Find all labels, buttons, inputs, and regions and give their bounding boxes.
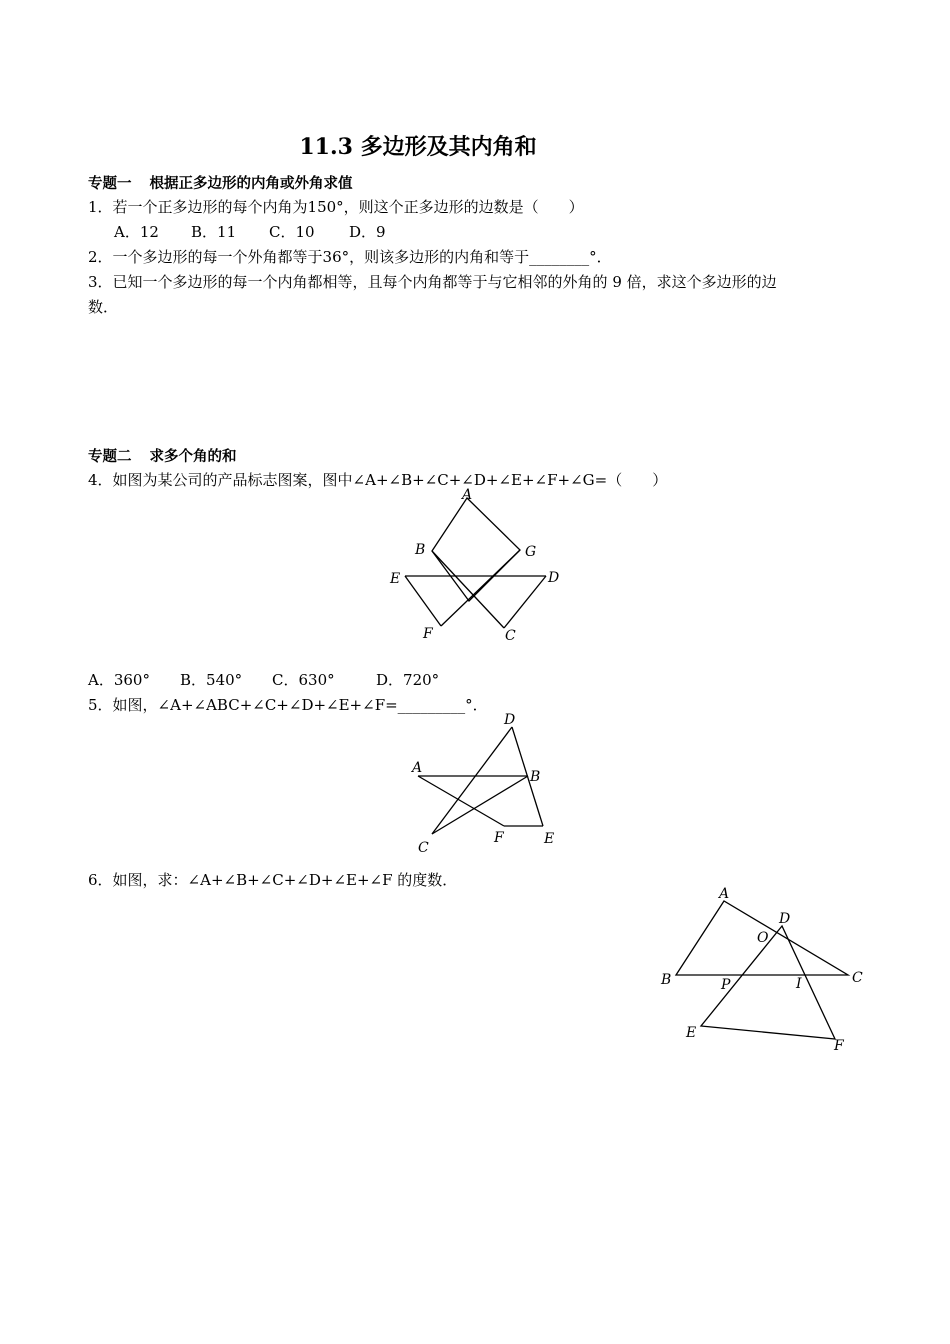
section-heading-2 xyxy=(88,445,237,466)
choice-a: A．12 xyxy=(114,223,159,241)
figure-q4 xyxy=(385,485,575,645)
figure-q4-segment-cb xyxy=(432,551,504,628)
choice-c: C．10 xyxy=(269,223,315,241)
label-i: I xyxy=(796,976,802,992)
question-4: 4．如图为某公司的产品标志图案，图中∠A+∠B+∠C+∠D+∠E+∠F+∠G=（ ） xyxy=(88,471,668,489)
choice-a: A．360° xyxy=(88,671,150,689)
choice-c: C．630° xyxy=(272,671,335,689)
label-o: O xyxy=(757,930,769,946)
label-c: C xyxy=(418,840,429,856)
label-a: A xyxy=(719,886,730,902)
choice-b: B．11 xyxy=(191,223,237,241)
label-a: A xyxy=(462,487,473,503)
label-e: E xyxy=(686,1025,697,1041)
label-p: P xyxy=(721,977,731,993)
figure-q4-segment-dc xyxy=(504,576,546,628)
choice-b: B．540° xyxy=(180,671,243,689)
section-label: 专题一 xyxy=(88,176,132,192)
question-6: 6．如图，求：∠A+∠B+∠C+∠D+∠E+∠F 的度数． xyxy=(88,871,458,889)
label-d: D xyxy=(779,911,791,927)
label-f: F xyxy=(834,1038,844,1054)
question-1-choices xyxy=(114,221,386,242)
figure-q6 xyxy=(655,880,870,1055)
question-3-line-1: 3．已知一个多边形的每一个内角都相等，且每个内角都等于与它相邻的外角的 9 倍，求这个多边形的边 xyxy=(88,273,777,291)
choice-d: D．720° xyxy=(376,671,440,689)
label-b: B xyxy=(530,769,541,785)
question-1: 1．若一个正多边形的每个内角为150°，则这个正多边形的边数是（ ） xyxy=(88,198,584,216)
label-e: E xyxy=(390,571,401,587)
figure-q4-square xyxy=(432,498,520,601)
question-5: 5．如图，∠A+∠ABC+∠C+∠D+∠E+∠F=_________°． xyxy=(88,696,488,714)
label-g: G xyxy=(525,544,537,560)
label-a: A xyxy=(412,760,423,776)
label-e: E xyxy=(544,831,555,847)
section-title: 根据正多边形的内角或外角求值 xyxy=(149,176,353,192)
label-c: C xyxy=(852,970,863,986)
section-heading-1 xyxy=(88,172,353,193)
figure-q4-segment-ef xyxy=(405,576,441,626)
question-2: 2．一个多边形的每一个外角都等于36°，则该多边形的内角和等于________°． xyxy=(88,248,612,266)
figure-q5-segment-cb xyxy=(432,776,528,834)
choice-d: D．9 xyxy=(349,223,386,241)
figure-q5 xyxy=(405,708,565,858)
label-b: B xyxy=(415,542,426,558)
question-3-line-2: 数． xyxy=(88,298,119,316)
figure-q5-segment-af xyxy=(418,776,504,826)
page-title: 11.3 多边形及其内角和 xyxy=(299,134,537,160)
label-c: C xyxy=(505,628,516,644)
label-d: D xyxy=(548,570,560,586)
section-label: 专题二 xyxy=(88,449,132,465)
figure-q5-segment-dc xyxy=(432,727,512,834)
label-f: F xyxy=(494,830,504,846)
label-b: B xyxy=(661,972,672,988)
label-f: F xyxy=(423,626,433,642)
section-title: 求多个角的和 xyxy=(149,449,237,465)
label-d: D xyxy=(504,712,516,728)
question-4-choices xyxy=(88,669,439,690)
figure-q4-segment-fg xyxy=(441,550,520,626)
